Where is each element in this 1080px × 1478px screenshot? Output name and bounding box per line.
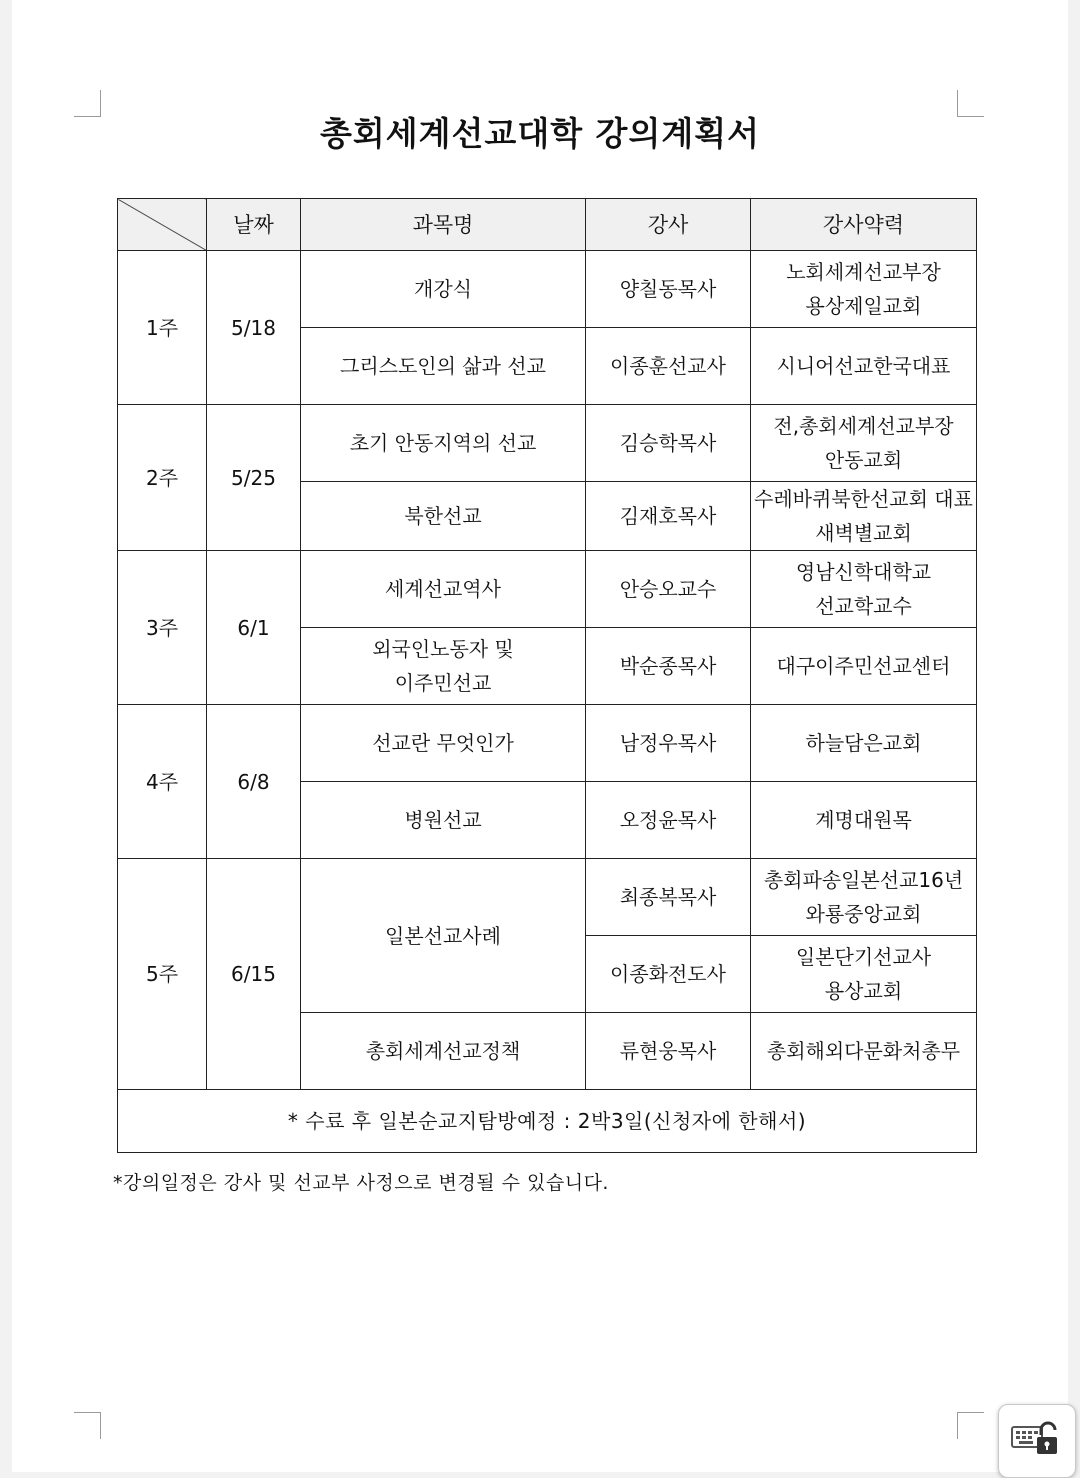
week-cell: 4주: [118, 705, 207, 859]
corner-header-cell: [118, 199, 207, 251]
keyboard-unlock-icon: [1011, 1421, 1063, 1461]
career-cell: 수레바퀴북한선교회 대표 새벽별교회: [751, 482, 977, 551]
crop-mark-bottom-left: [74, 1412, 101, 1439]
subject-cell: 개강식: [301, 251, 586, 328]
header-subject: 과목명: [301, 199, 586, 251]
lecturer-cell: 김재호목사: [586, 482, 751, 551]
subject-cell: 일본선교사례: [301, 859, 586, 1013]
lecturer-cell: 박순종목사: [586, 628, 751, 705]
career-cell: 영남신학대학교 선교학교수: [751, 551, 977, 628]
career-cell: 하늘담은교회: [751, 705, 977, 782]
lecturer-cell: 김승학목사: [586, 405, 751, 482]
subject-cell: 총회세계선교정책: [301, 1013, 586, 1090]
header-lecturer: 강사: [586, 199, 751, 251]
table-row: [118, 705, 977, 782]
career-cell: 일본단기선교사 용상교회: [751, 936, 977, 1013]
career-cell: 노회세계선교부장 용상제일교회: [751, 251, 977, 328]
lecturer-cell: 남정우목사: [586, 705, 751, 782]
page-title: 총회세계선교대학 강의계획서: [320, 114, 760, 153]
career-cell: 총회해외다문화처총무: [751, 1013, 977, 1090]
table-row: [118, 551, 977, 628]
subject-cell: 선교란 무엇인가: [301, 705, 586, 782]
career-cell: 대구이주민선교센터: [751, 628, 977, 705]
week-cell: 1주: [118, 251, 207, 405]
week-cell: 5주: [118, 859, 207, 1090]
lecturer-cell: 양칠동목사: [586, 251, 751, 328]
lecture-schedule-table: [117, 198, 977, 1153]
table-header-row: [118, 199, 977, 251]
subject-cell: 세계선교역사: [301, 551, 586, 628]
subject-cell: 병원선교: [301, 782, 586, 859]
lecturer-cell: 이종화전도사: [586, 936, 751, 1013]
keyboard-lock-button[interactable]: [998, 1404, 1076, 1478]
career-cell: 전,총회세계선교부장 안동교회: [751, 405, 977, 482]
tour-note: * 수료 후 일본순교지탐방예정 : 2박3일(신청자에 한해서): [118, 1090, 977, 1153]
week-cell: 2주: [118, 405, 207, 551]
lecturer-cell: 오정윤목사: [586, 782, 751, 859]
crop-mark-bottom-right: [957, 1412, 984, 1439]
date-cell: 6/8: [207, 705, 301, 859]
subject-cell: 북한선교: [301, 482, 586, 551]
lecturer-cell: 최종복목사: [586, 859, 751, 936]
lecturer-cell: 이종훈선교사: [586, 328, 751, 405]
date-cell: 6/1: [207, 551, 301, 705]
date-cell: 5/25: [207, 405, 301, 551]
subject-cell: 초기 안동지역의 선교: [301, 405, 586, 482]
header-date: 날짜: [207, 199, 301, 251]
subject-cell: 외국인노동자 및 이주민선교: [301, 628, 586, 705]
lecturer-cell: 안승오교수: [586, 551, 751, 628]
date-cell: 6/15: [207, 859, 301, 1090]
career-cell: 계명대원목: [751, 782, 977, 859]
career-cell: 총회파송일본선교16년 와룡중앙교회: [751, 859, 977, 936]
table-row: [118, 859, 977, 936]
lecturer-cell: 류현웅목사: [586, 1013, 751, 1090]
header-career: 강사약력: [751, 199, 977, 251]
table-note-row: [118, 1090, 977, 1153]
subject-cell: 그리스도인의 삶과 선교: [301, 328, 586, 405]
date-cell: 5/18: [207, 251, 301, 405]
table-row: [118, 405, 977, 482]
table-row: [118, 251, 977, 328]
week-cell: 3주: [118, 551, 207, 705]
schedule-footnote: *강의일정은 강사 및 선교부 사정으로 변경될 수 있습니다.: [113, 1172, 609, 1194]
career-cell: 시니어선교한국대표: [751, 328, 977, 405]
